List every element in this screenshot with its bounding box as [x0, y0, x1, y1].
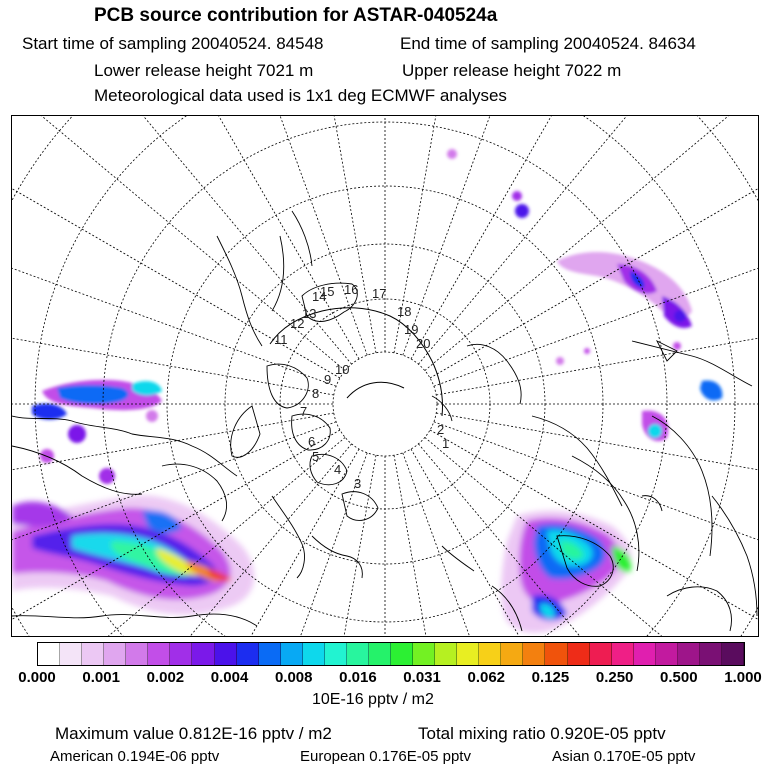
meridian-line — [436, 413, 758, 526]
color-scale-tick: 0.500 — [660, 669, 698, 686]
color-scale-unit: 10E-16 pptv / m2 — [312, 691, 434, 708]
color-swatch — [369, 643, 391, 665]
trajectory-day-label: 7 — [300, 404, 308, 419]
color-scale-tick: 0.002 — [146, 669, 185, 686]
trajectory-day-label: 2 — [437, 422, 445, 437]
color-swatch — [281, 643, 303, 665]
map-title: PCB source contribution for ASTAR-040524a — [94, 5, 498, 26]
map-panel — [11, 115, 759, 637]
european-contribution: European 0.176E-05 pptv — [300, 748, 471, 765]
trajectory-day-label: 17 — [372, 286, 387, 301]
max-value-label: Maximum value 0.812E-16 pptv / m2 — [55, 724, 332, 743]
color-swatch — [501, 643, 523, 665]
color-swatch — [435, 643, 457, 665]
color-swatch — [413, 643, 435, 665]
color-swatch — [678, 643, 700, 665]
trajectory-day-label: 14 — [312, 289, 327, 304]
lower-height-label: Lower release height 7021 m — [94, 61, 314, 80]
trajectory-day-label: 20 — [416, 336, 431, 351]
color-swatch — [215, 643, 237, 665]
color-scale-tick: 0.125 — [531, 669, 570, 686]
color-swatch — [60, 643, 82, 665]
color-swatch — [612, 643, 634, 665]
color-swatch — [104, 643, 126, 665]
color-swatch — [700, 643, 722, 665]
meridian-line — [425, 116, 758, 371]
color-swatch — [170, 643, 192, 665]
color-swatch — [568, 643, 590, 665]
trajectory-day-label: 1 — [442, 436, 450, 451]
color-swatch — [545, 643, 567, 665]
meridian-line — [12, 116, 345, 371]
color-scale-bar — [37, 642, 745, 666]
color-swatch — [126, 643, 148, 665]
trajectory-day-label: 3 — [354, 476, 362, 491]
color-swatch — [192, 643, 214, 665]
concentration-field — [12, 149, 722, 633]
color-swatch — [523, 643, 545, 665]
meridian-line — [403, 116, 625, 355]
trajectory-day-label: 8 — [312, 386, 320, 401]
trajectory-day-label: 13 — [302, 306, 317, 321]
color-scale-tick: 0.016 — [339, 669, 377, 686]
trajectory-day-label: 9 — [324, 372, 332, 387]
color-scale-tick: 1.000 — [724, 669, 762, 686]
total-mixing-ratio-label: Total mixing ratio 0.920E-05 pptv — [418, 724, 666, 743]
trajectory-day-label: 6 — [308, 434, 316, 449]
color-swatch — [457, 643, 479, 665]
color-scale-tick: 0.000 — [18, 669, 56, 686]
polar-map — [12, 116, 758, 636]
trajectory-day-label: 5 — [312, 449, 320, 464]
color-swatch — [303, 643, 325, 665]
trajectory-day-label: 11 — [274, 332, 288, 347]
color-swatch — [479, 643, 501, 665]
asian-contribution: Asian 0.170E-05 pptv — [552, 748, 696, 765]
american-contribution: American 0.194E-06 pptv — [50, 748, 220, 765]
meridian-line — [436, 282, 758, 395]
upper-height-label: Upper release height 7022 m — [402, 61, 622, 80]
color-swatch — [656, 643, 678, 665]
color-swatch — [590, 643, 612, 665]
meridian-line — [418, 116, 758, 364]
color-scale-tick: 0.001 — [82, 669, 120, 686]
trajectory-day-label: 12 — [290, 316, 305, 331]
end-time-label: End time of sampling 20040524. 84634 — [400, 34, 696, 53]
trajectory-day-label: 4 — [334, 462, 342, 477]
color-swatch — [391, 643, 413, 665]
meridian-line — [263, 116, 376, 353]
meridian-line — [12, 165, 336, 387]
trajectory-day-label: 10 — [335, 362, 350, 377]
color-swatch — [38, 643, 60, 665]
trajectory-day-label: 18 — [397, 304, 412, 319]
color-scale-tick: 0.008 — [274, 669, 313, 686]
color-scale-tick: 0.004 — [210, 669, 249, 686]
trajectory-day-label: 15 — [320, 284, 335, 299]
color-scale-tick: 0.031 — [403, 669, 441, 686]
color-swatch — [82, 643, 104, 665]
color-swatch — [148, 643, 170, 665]
color-swatch — [259, 643, 281, 665]
trajectory-day-label: 16 — [344, 282, 359, 297]
color-scale-tick: 0.062 — [467, 669, 506, 686]
start-time-label: Start time of sampling 20040524. 84548 — [22, 34, 324, 53]
color-swatch — [237, 643, 259, 665]
color-swatch — [325, 643, 347, 665]
met-data-label: Meteorological data used is 1x1 deg ECMWF analyses — [94, 86, 507, 105]
color-swatch — [347, 643, 369, 665]
meridian-line — [35, 116, 359, 359]
trajectory-day-label: 19 — [404, 322, 419, 337]
color-swatch — [722, 643, 744, 665]
meridian-line — [146, 116, 368, 355]
color-swatch — [634, 643, 656, 665]
color-scale-tick: 0.250 — [595, 669, 634, 686]
